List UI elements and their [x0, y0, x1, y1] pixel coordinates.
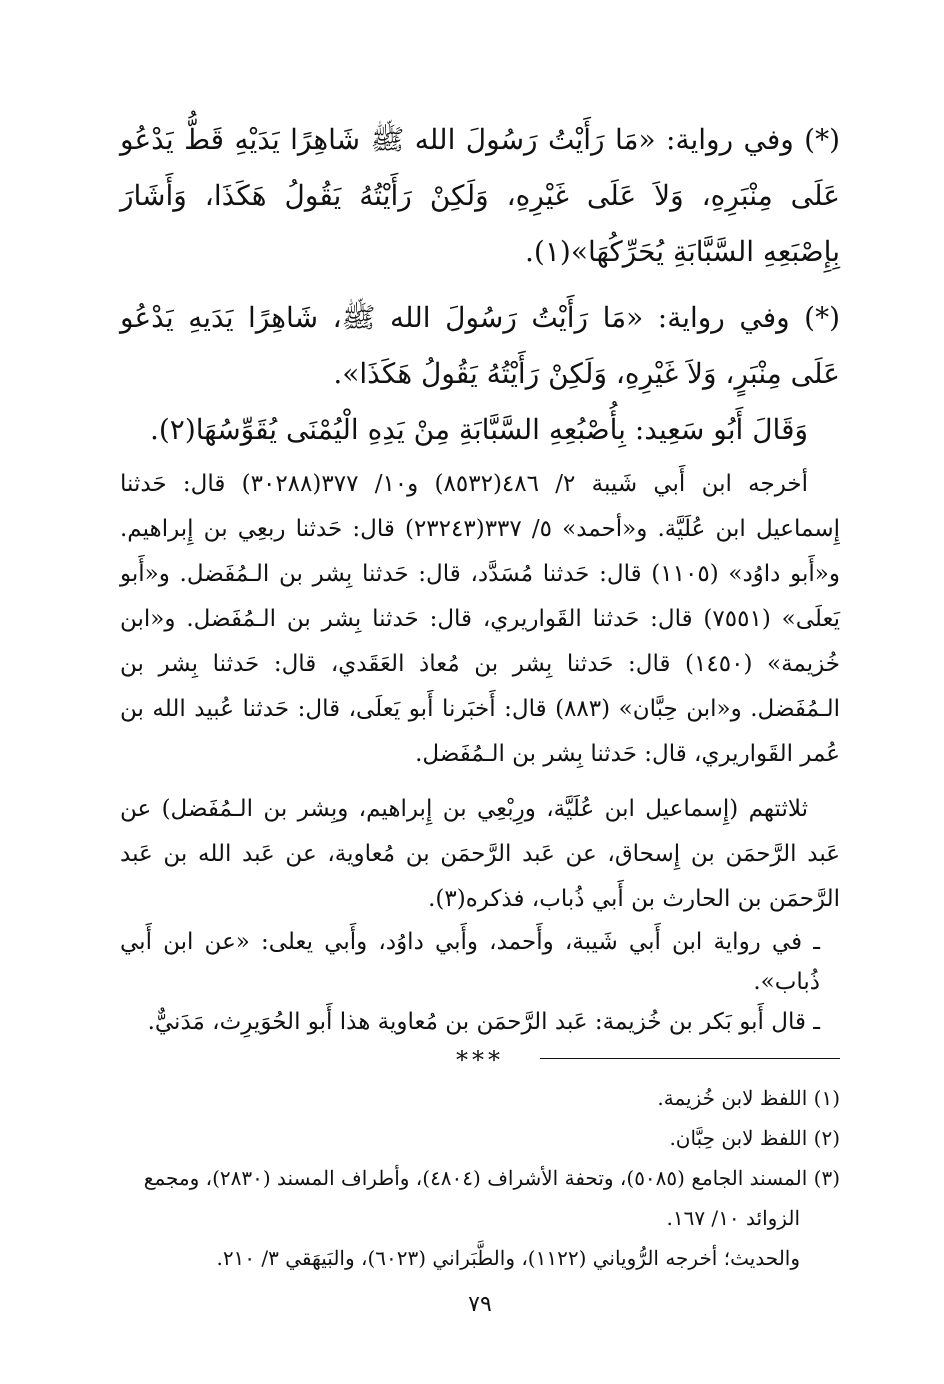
- footnote-1: (١) اللفظ لابن خُزيمة.: [657, 1086, 840, 1110]
- isnad-chain-paragraph: ثلاثتهم (إِسماعيل ابن عُلَيَّة، ورِبْعِي بن إِبراهيم، وبِشر بن الـمُفَضل) عن عَبد الرَّحمَن بن إِسحاق، عن عَبد الرَّحمَن بن مُعاوية، عن عَبد الله بن عَبد الرَّحمَن بن الحارث بن أَبي ذُباب، فذكره(٣).: [120, 796, 840, 912]
- takhrij-paragraph: أخرجه ابن أَبي شَيبة ٢/ ٤٨٦(٨٥٣٢) و١٠/ ٣٧٧(٣٠٢٨٨) قال: حَدثنا إِسماعيل ابن عُلَيَّة. و«أحمد» ٥/ ٣٣٧(٢٣٢٤٣) قال: حَدثنا ربعِي بن إِبراهيم. و«أَبو داوُد» (١١٠٥) قال: حَدثنا مُسَدَّد، قال: حَدثنا بِشر بن الـمُفَضل. و«أَبو يَعلَى» (٧٥٥١) قال: حَدثنا القَواريري، قال: حَدثنا بِشر بن الـمُفَضل. و«ابن خُزيمة» (١٤٥٠) قال: حَدثنا بِشر بن مُعاذ العَقَدي، قال: حَدثنا بِشر بن الـمُفَضل. و«ابن حِبَّان» (٨٨٣) قال: أَخبَرنا أَبو يَعلَى، قال: حَدثنا عُبيد الله بن عُمر القَواريري، قال: حَدثنا بِشر بن الـمُفَضل.: [120, 471, 841, 767]
- page-number: ٧٩: [468, 1292, 492, 1317]
- footnote-3-additional: والحديث؛ أخرجه الرُّوياني (١١٢٢)، والطَّبَراني (٦٠٢٣)، والبَيهَقي ٣/ ٢١٠.: [216, 1246, 800, 1270]
- hadith-narration-1: (*) وفي رواية: «مَا رَأَيْتُ رَسُولَ الله ﷺ شَاهِرًا يَدَيْهِ قَطُّ يَدْعُو عَلَى مِنْبَرِهِ، وَلاَ عَلَى غَيْرِهِ، وَلَكِنْ رَأَيْتُهُ يَقُولُ هَكَذَا، وَأَشَارَ بِإِصْبَعِهِ السَّبَّابَةِ يُحَرِّكُهَا»(١).: [120, 123, 840, 268]
- hadith-narration-2: (*) وفي رواية: «مَا رَأَيْتُ رَسُولَ الله ﷺ، شَاهِرًا يَدَيهِ يَدْعُو عَلَى مِنْبَرٍ، وَلاَ غَيْرِهِ، وَلَكِنْ رَأَيْتُهُ يَقُولُ هَكَذَا».: [120, 301, 840, 390]
- note-line-1: ـ في رواية ابن أَبي شَيبة، وأَحمد، وأَبي داوُد، وأَبي يعلى: «عن ابن أَبي ذُباب».: [120, 929, 820, 995]
- footnotes: [120, 1078, 840, 1278]
- footnote-2: (٢) اللفظ لابن حِبَّان.: [669, 1126, 840, 1150]
- footnote-divider: [540, 1058, 840, 1059]
- note-line-2: ـ قال أَبو بَكر بن خُزيمة: عَبد الرَّحمَن بن مُعاوية هذا أَبو الحُوَيرِث، مَدَنيٌّ.: [147, 1009, 820, 1035]
- abu-said-statement: وَقَالَ أَبُو سَعِيد: بِأُصْبُعِهِ السَّبَّابَةِ مِنْ يَدِهِ الْيُمْنَى يُقَوِّسُهَا(٢).: [149, 413, 808, 446]
- section-separator: ***: [456, 1046, 504, 1074]
- footnote-3-continued: الزوائد ١٠/ ١٦٧.: [666, 1206, 800, 1230]
- document-page: [120, 112, 840, 1362]
- footnote-3: (٣) المسند الجامع (٥٠٨٥)، وتحفة الأشراف (٤٨٠٤)، وأطراف المسند (٢٨٣٠)، ومجمع: [143, 1166, 840, 1190]
